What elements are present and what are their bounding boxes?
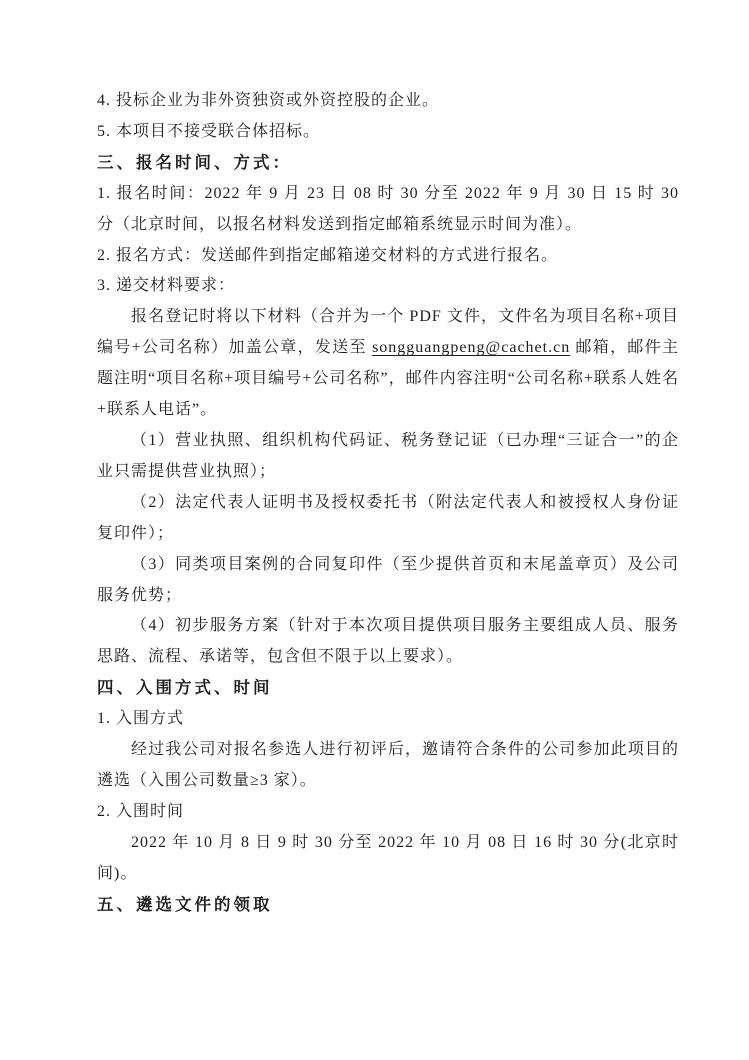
paragraph-shortlist-method: 经过我公司对报名参选人进行初评后，邀请符合条件的公司参加此项目的遴选（入围公司数量≥3 家）。 [97,741,679,789]
paragraph-material-4: （4）初步服务方案（针对于本次项目提供项目服务主要组成人员、服务思路、流程、承诺等，包含但不限于以上要求）。 [97,617,679,666]
list-item: 2. 入围时间 [97,802,185,820]
list-item: 5. 本项目不接受联合体招标。 [97,122,321,140]
section-heading-shortlist: 四、入围方式、时间 [97,678,273,698]
list-item: 1. 报名时间：2022 年 9 月 23 日 08 时 30 分至 2022 年 9 月 30 日 15 时 30 分（北京时间，以报名材料发送到指定邮箱系统显示时间为准）。 [97,184,679,233]
section-heading-registration-time: 三、报名时间、方式： [97,152,292,172]
paragraph-registration-materials [97,302,679,426]
paragraph-shortlist-time: 2022 年 10 月 8 日 9 时 30 分至 2022 年 10 月 08 日 16 时 30 分(北京时间)。 [97,833,679,882]
paragraph-material-3: （3）同类项目案例的合同复印件（至少提供首页和末尾盖章页）及公司服务优势； [97,555,679,604]
paragraph-material-1: （1）营业执照、组织机构代码证、税务登记证（已办理“三证合一”的企业只需提供营业执照）； [97,431,679,480]
list-item: 1. 入围方式 [97,710,185,728]
paragraph-text: 邮箱，邮件主题注明“项目名称+项目编号+公司名称”，邮件内容注明“公司名称+联系人姓名+联系人电话”。 [97,339,679,419]
paragraph-text: 报名登记时将以下材料（合并为一个 PDF 文件，文件名为项目名称+项目编号+公司名称）加盖公章，发送至 [97,308,679,357]
email-link[interactable]: songguangpeng@cachet.cn [372,339,571,357]
section-heading-document-collection: 五、遴选文件的领取 [97,894,273,914]
list-item: 4. 投标企业为非外资独资或外资控股的企业。 [97,92,440,109]
paragraph-material-2: （2）法定代表人证明书及授权委托书（附法定代表人和被授权人身份证复印件）； [97,493,679,542]
list-item: 3. 递交材料要求： [97,277,236,295]
list-item: 2. 报名方式：发送邮件到指定邮箱递交材料的方式进行报名。 [97,246,559,264]
